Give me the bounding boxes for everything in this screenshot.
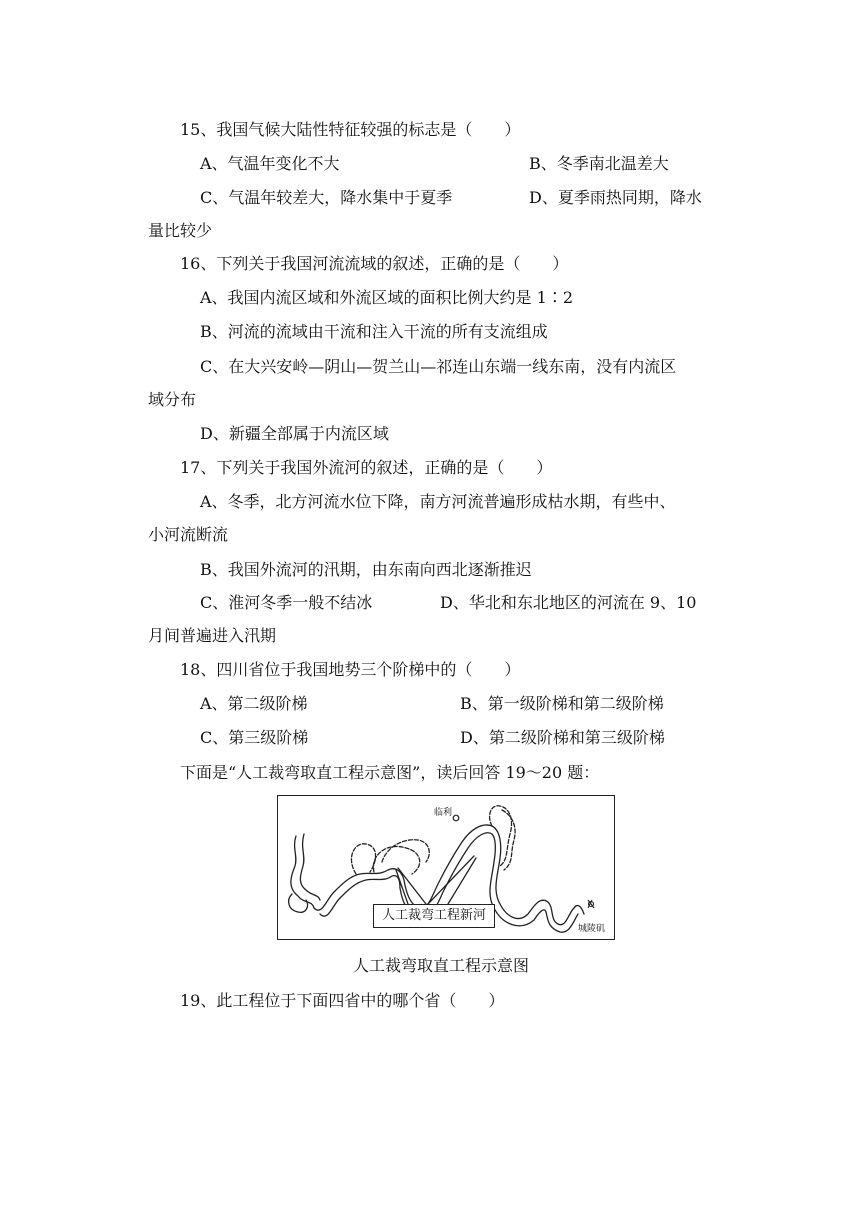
q15-option-d-continued: 量比较少	[148, 221, 213, 240]
q18-option-b: B、第一级阶梯和第二级阶梯	[460, 694, 664, 713]
figure-caption: 人工裁弯取直工程示意图	[353, 956, 530, 975]
q17-option-d-continued: 月间普遍进入汛期	[148, 626, 277, 645]
river-cutoff-diagram	[277, 795, 615, 940]
q16-stem: 16、下列关于我国河流流域的叙述，正确的是（ ）	[180, 254, 569, 273]
q16-option-a: A、我国内流区域和外流区域的面积比例大约是 1∶2	[200, 288, 574, 307]
q17-stem: 17、下列关于我国外流河的叙述，正确的是（ ）	[180, 458, 553, 477]
q17-option-b: B、我国外流河的汛期，由东南向西北逐渐推迟	[200, 560, 532, 579]
q16-option-c: C、在大兴安岭—阴山—贺兰山—祁连山东端一线东南，没有内流区	[200, 357, 677, 376]
q15-option-c: C、气温年较差大，降水集中于夏季	[200, 188, 453, 207]
q19-stem: 19、此工程位于下面四省中的哪个省（ ）	[180, 991, 505, 1010]
q18-option-d: D、第二级阶梯和第三级阶梯	[460, 728, 665, 747]
q18-stem: 18、四川省位于我国地势三个阶梯中的（ ）	[180, 660, 521, 679]
q16-option-c-continued: 域分布	[148, 390, 197, 409]
figure-intro: 下面是“人工裁弯取直工程示意图”，读后回答 19～20 题：	[180, 763, 600, 782]
q17-option-a-continued: 小河流断流	[148, 525, 229, 544]
q16-option-d: D、新疆全部属于内流区域	[200, 424, 389, 443]
q15-option-b: B、冬季南北温差大	[529, 154, 669, 173]
town-marker-top	[453, 815, 459, 821]
new-river-label-box: 人工裁弯工程新河	[373, 904, 495, 928]
q15-option-a: A、气温年变化不大	[200, 154, 340, 173]
q15-stem: 15、我国气候大陆性特征较强的标志是（ ）	[180, 120, 521, 139]
q18-option-c: C、第三级阶梯	[200, 728, 309, 747]
q15-option-d: D、夏季雨热同期，降水	[529, 188, 702, 207]
q17-option-d: D、华北和东北地区的河流在 9、10	[440, 593, 697, 612]
place-label-top: 临利	[434, 808, 453, 818]
place-label-bottom-right: 城陵矶	[578, 924, 606, 934]
q17-option-c: C、淮河冬季一般不结冰	[200, 593, 373, 612]
q16-option-b: B、河流的流域由干流和注入干流的所有支流组成	[200, 322, 548, 341]
q17-option-a: A、冬季，北方河流水位下降，南方河流普遍形成枯水期，有些中、	[200, 492, 676, 511]
q18-option-a: A、第二级阶梯	[200, 694, 308, 713]
